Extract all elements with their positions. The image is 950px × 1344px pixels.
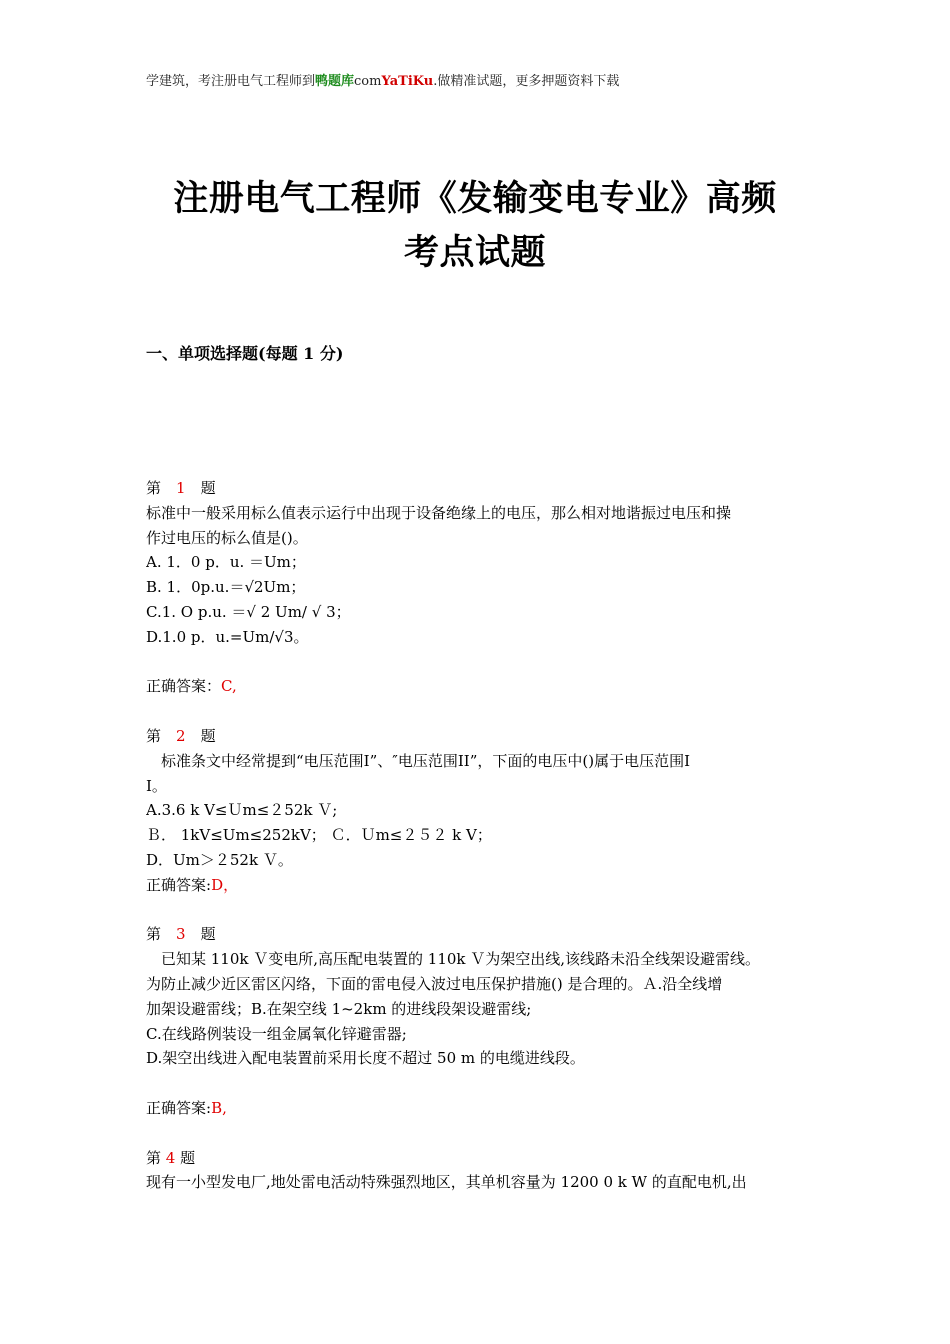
question-list	[146, 476, 816, 1195]
option-a: A.3.6 k V≤Ｕm≤２52k Ｖ;	[146, 801, 338, 820]
question-1	[146, 476, 816, 699]
title-line-1: 注册电气工程师《发输变电专业》高频	[173, 178, 777, 219]
question-stem: 作过电压的标么值是()。	[146, 528, 308, 547]
question-label: 第 1 题	[146, 479, 216, 497]
header-com: com	[354, 74, 382, 89]
question-stem: 现有一小型发电厂,地处雷电活动特殊强烈地区，其单机容量为 1200 0 k W 的直配电机,出	[146, 1173, 747, 1192]
option-a: A. 1．0 p．u. ＝Um；	[146, 553, 306, 572]
question-3	[146, 922, 816, 1120]
answer-line: 正确答案:B,	[146, 1098, 227, 1117]
option-b-c: Ｂ． 1kV≤Um≤252kV； Ｃ．Ｕm≤２５２ k V；	[146, 826, 492, 845]
option-d: D.1.0 p．u.=Um/√3。	[146, 627, 309, 646]
option-b: B. 1．0p.u.＝√2Um；	[146, 578, 306, 597]
option-c: C.1. O p.u. ＝√ 2 Um/ √ 3；	[146, 602, 351, 621]
header-brand-latin[interactable]: YaTiKu	[381, 74, 434, 89]
question-label: 第 3 题	[146, 925, 216, 944]
question-stem: 已知某 110k Ｖ变电所,高压配电装置的 110k Ｖ为架空出线,该线路未沿全线架设避雷线。	[146, 950, 761, 969]
question-label: 第 4 题	[146, 1148, 196, 1167]
question-stem: 标准中一般采用标么值表示运行中出现于设备绝缘上的电压，那么相对地谐振过电压和操	[146, 503, 732, 522]
answer-line: 正确答案:D，	[146, 875, 239, 894]
header-prefix: 学建筑，考注册电气工程师到	[146, 74, 316, 89]
question-stem: 为防止减少近区雷区闪络，下面的雷电侵入波过电压保护措施() 是合理的。Ａ.沿全线增	[146, 974, 723, 993]
header-brand[interactable]: 鸭题库	[315, 74, 355, 89]
header-suffix: .做精准试题，更多押题资料下载	[433, 74, 620, 89]
document-title	[100, 172, 850, 280]
title-line-2: 考点试题	[403, 232, 546, 273]
answer-value: D，	[211, 875, 239, 894]
question-stem: 加架设避雷线；B.在架空线 1~2km 的进线段架设避雷线;	[146, 999, 532, 1018]
answer-value: C,	[221, 677, 237, 696]
option-d: D．Um＞２52k Ｖ。	[146, 850, 293, 869]
page-header	[146, 70, 619, 89]
section-heading: 一、单项选择题(每题 1 分)	[146, 344, 344, 363]
question-2	[146, 724, 816, 898]
question-stem: Ⅰ。	[146, 776, 167, 795]
answer-value: B,	[211, 1098, 227, 1117]
option-c: C.在线路例装设一组金属氧化锌避雷器;	[146, 1024, 407, 1043]
option-d: D.架空出线进入配电装置前采用长度不超过 50 m 的电缆进线段。	[146, 1049, 585, 1068]
question-label: 第 2 题	[146, 726, 216, 745]
question-stem: 标准条文中经常提到“电压范围Ⅰ”、″电压范围ⅠⅠ”，下面的电压中()属于电压范围Ⅰ	[146, 751, 691, 770]
answer-line: 正确答案：C,	[146, 677, 237, 696]
question-4	[146, 1146, 816, 1196]
